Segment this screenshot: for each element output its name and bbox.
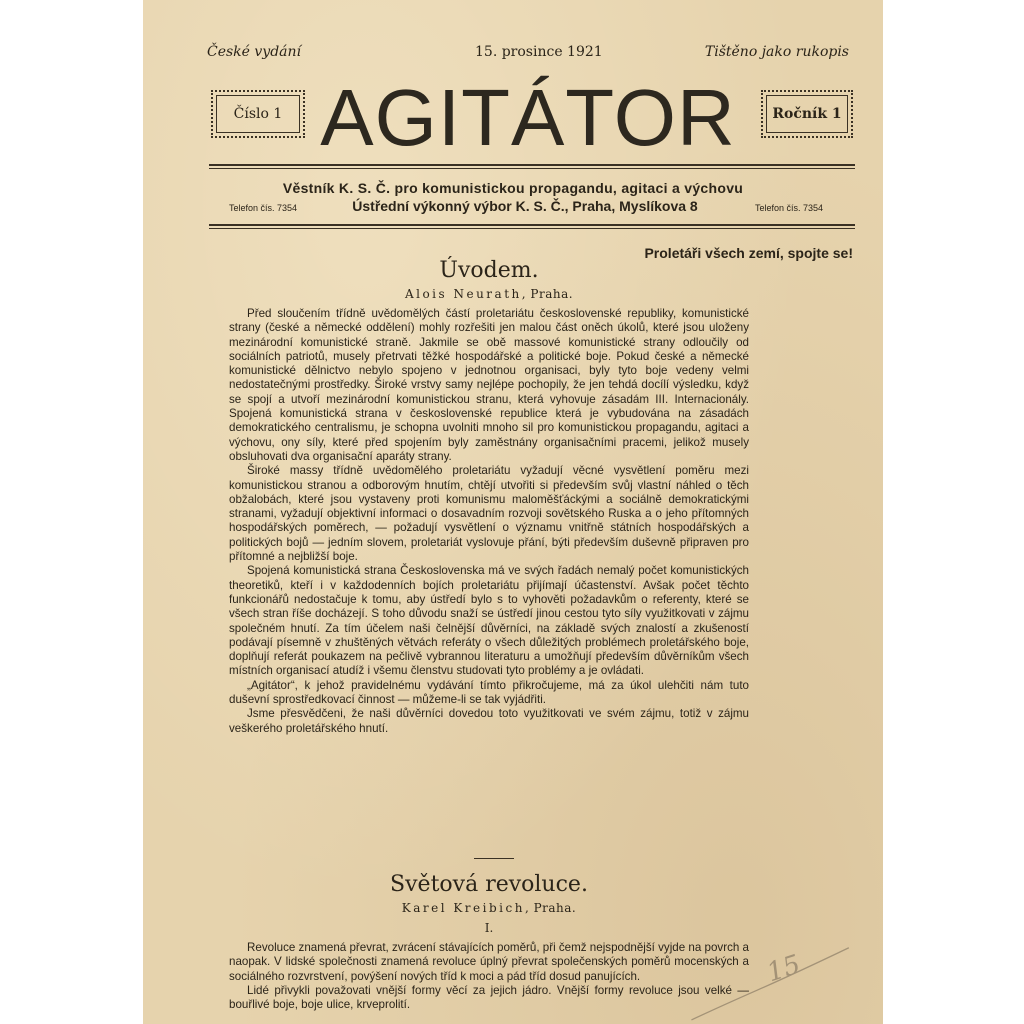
paragraph: Jsme přesvědčeni, že naši důvěrníci dovedou toto využitkovati ve svém zájmu, totiž v zájmu veškerého proletářského hnutí.	[229, 707, 749, 735]
newspaper-page	[143, 0, 883, 1024]
edition-label: České vydání	[207, 44, 302, 60]
issue-date: 15. prosince 1921	[475, 44, 603, 60]
paragraph: Před sloučením třídně uvědomělých částí proletariátu československé republiky, komunistické strany (české a německé oddělení) mohly rozřešiti jen malou část oněch úkolů, které jsou uloženy mezinárodní komunistické straně. Jakmile se obě massové komunistické strany odloučily od sociálních patriotů, musely přetrvati těžké hospodářské a politické boje. Pokud české a německé komunistické dělnictvo nebylo spojeno v jednotnou organisaci, byly tyto boje vedeny velmi nedostatečnými prostředky. Široké vrstvy samy nejlépe pochopily, že jen tehdá docílí výsledku, když se spojí a utvoří mezinárodní komunistickou stranu, která vyhovuje zásadám III. Internacionály. Spojená komunistická strana v československé republice která je vybudována na zásadách demokratického centralismu, je schopna uvolniti mnoho sil pro komunistickou propagandu, agitaci a výchovu, ony síly, které před spojením byly zaměstnány organisačními pracemi, jelikož musely obsluhovati dva organisační aparáty strany.	[229, 307, 749, 463]
masthead-rule-top	[209, 164, 855, 166]
masthead-rule-top-thin	[209, 168, 855, 169]
masthead-rule-bottom-thin	[209, 228, 855, 229]
paragraph: Lidé přivykli považovati vnější formy věcí za jejich jádro. Vnější formy revoluce jsou velké — bouřlivé boje, boje ulice, krveprolití.	[229, 983, 749, 1012]
article-separator	[474, 858, 514, 859]
print-note: Tištěno jako rukopis	[704, 44, 849, 60]
paragraph: Široké massy třídně uvědomělého proletariátu vyžadují věcné vysvětlení poměru mezi komunistickou stranou a odborovým hnutím, chtějí utvořiti si především svůj vlastní náhled o těch obžalobách, které jsou vystaveny proti komunismu maloměšťáckými a sociálně demokratickými stranami, vyžadují objektivní informaci o dosavadním rozvoji sovětského Ruska a o jeho přítomných hospodářských poměrech, — požadují vysvětlení o významu vnitřně státních hospodářských a politických bojů — jedním slovem, proletariát vyslovuje přání, býti především duševně připraven pro přítomné a nejbližší boje.	[229, 464, 749, 564]
slogan: Proletáři všech zemí, spojte se!	[644, 245, 853, 261]
handwritten-number: 15	[763, 949, 805, 989]
article-heading: Úvodem.	[439, 258, 539, 283]
masthead-rule-bottom	[209, 224, 855, 226]
volume-box	[761, 90, 853, 138]
paragraph: „Agitátor“, k jehož pravidelnému vydávání tímto přikročujeme, má za úkol ulehčiti nám tuto duševní sprostředkovací činnost — můžeme-li se tak vyjádřiti.	[229, 678, 749, 707]
section-number: I.	[484, 921, 494, 935]
article-world-revolution	[229, 872, 749, 1012]
author-city: , Praha.	[524, 901, 577, 915]
phone-left: Telefon čís. 7354	[229, 203, 298, 213]
article-author	[229, 901, 749, 915]
author-city: , Praha.	[521, 287, 574, 301]
paragraph: Spojená komunistická strana Československa má ve svých řadách nemalý počet komunistických theoretiků, kteří i v každodenních bojích proletariátu přijímají účastenství. Avšak počet těchto funkcionářů nedostačuje k tomu, aby ústředí bylo s to vyhověti požadavkům o referenty, které se všech stran říše docházejí. S toho důvodu snaží se ústředí jinou cestou tyto síly využitkovati v zájmu společném hnutí. Za tím účelem naši čelnější důvěrníci, na základě svých znalostí a zkušeností podávají písemně v zhuštěných větvách referáty o všech důležitých problémech proletářského boje, doplňují referát poukazem na pečlivě vybrannou literaturu a umožňují především důvěrníkům všech místních organisací atudíž i všemu členstvu studovati tyto problémy a je ovládati.	[229, 564, 749, 678]
author-name: Alois Neurath	[404, 287, 522, 301]
masthead-top-line	[143, 44, 883, 66]
subtitle-line-2: Ústřední výkonný výbor K. S. Č., Praha, Myslíkova 8	[352, 198, 698, 214]
article-heading: Světová revoluce.	[390, 872, 588, 897]
volume-number: Ročník 1	[772, 106, 842, 122]
issue-number: Číslo 1	[233, 106, 283, 122]
article-introduction	[229, 258, 749, 736]
issue-number-box	[211, 90, 305, 138]
article-body	[229, 307, 749, 736]
subtitle-line-1: Věstník K. S. Č. pro komunistickou propagandu, agitaci a výchovu	[282, 180, 744, 196]
phone-right: Telefon čís. 7354	[755, 203, 824, 213]
article-author	[229, 287, 749, 301]
paragraph: Revoluce znamená převrat, zvrácení stávajících poměrů, při čemž nejspodnější vyjde na povrch a naopak. V lidské společnosti znamená revoluce úplný převrat společenských poměrů mocenských a sociálného rozvrstvení, povýšení nových tříd k moci a pád tříd dosud panujících.	[229, 941, 749, 983]
author-name: Karel Kreibich	[401, 901, 525, 915]
newspaper-title: AGITÁTOR	[320, 73, 736, 162]
